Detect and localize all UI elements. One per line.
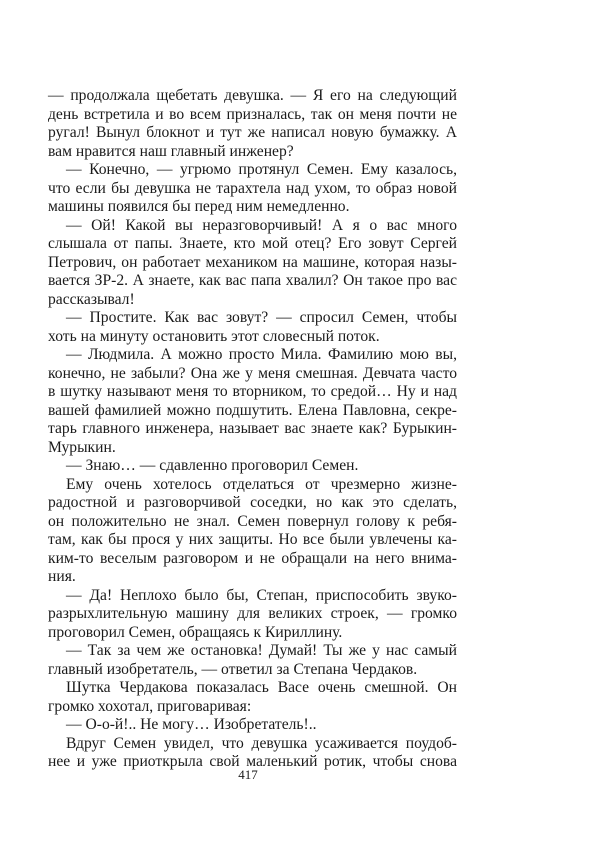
text-line: ругал! Вынул блокнот и тут же написал новую бумажку. А: [48, 124, 457, 141]
text-line: ким-то веселым разговором и не обращали на него внима-: [48, 549, 457, 567]
text-line: вам нравится наш главный инженер?: [48, 142, 294, 160]
text-line: вашей фамилией можно подшутить. Елена Павловна, секре-: [48, 401, 457, 419]
text-line: — Да! Неплохо было бы, Степан, приспособить звуко-: [66, 586, 457, 604]
text-line: слышала от папы. Знаете, кто мой отец? Его зовут Сергей: [48, 235, 457, 252]
text-line: вается ЗР-2. А знаете, как вас папа хвалил? Он такое про вас: [48, 272, 457, 289]
text-line: Ему очень хотелось отделаться от чрезмерно жизне-: [66, 475, 457, 493]
text-line: — Конечно, — угрюмо протянул Семен. Ему казалось,: [66, 161, 457, 178]
text-line: тарь главного инженера, называет вас знаете как? Бурыкин-: [48, 420, 457, 437]
text-line: — Так за чем же остановка! Думай! Ты же у нас самый: [66, 642, 457, 659]
text-line: Петрович, он работает механиком на машине, которая назы-: [48, 253, 457, 271]
text-line: в шутку называют меня то вторником, то средой… Ну и над: [48, 383, 457, 400]
text-line: хоть на минуту остановить этот словесный поток.: [48, 327, 380, 345]
text-line: там, как бы прося у них защиты. Но все были увлечены ка-: [48, 531, 457, 548]
text-line: машины появился бы перед ним немедленно.: [48, 198, 350, 215]
text-line: проговорил Семен, обращаясь к Кириллину.: [48, 623, 343, 641]
text-line: Шутка Чердакова показалась Васе очень смешной. Он: [66, 679, 457, 696]
text-line: — Людмила. А можно просто Мила. Фамилию мою вы,: [66, 346, 457, 363]
text-line: Вдруг Семен увидел, что девушка усаживается поудоб-: [66, 734, 457, 752]
page-number: 417: [238, 767, 258, 782]
text-line: день встретила и во всем призналась, так он меня почти не: [48, 105, 457, 123]
text-line: конечно, не забыли? Она же у меня смешная. Девчата часто: [48, 364, 457, 382]
text-line: Мурыкин.: [48, 438, 116, 456]
text-line: нее и уже приоткрыла свой маленький ротик, чтобы снова: [48, 753, 457, 770]
text-line: — Знаю… — сдавленно проговорил Семен.: [66, 457, 359, 474]
text-line: он положительно не знал. Семен повернул голову к ребя-: [48, 512, 457, 530]
text-line: громко хохотал, приговаривая:: [48, 697, 252, 715]
text-line: ния.: [48, 568, 76, 585]
text-line: — Простите. Как вас зовут? — спросил Семен, чтобы: [66, 309, 457, 326]
text-line: разрыхлительную машину для великих строек, — громко: [48, 605, 457, 622]
text-line: главный изобретатель, — ответил за Степана Чердаков.: [48, 660, 418, 678]
text-line: — О-о-й!.. Не могу… Изобретатель!..: [66, 716, 317, 733]
text-line: что если бы девушка не тарахтела над ухом, то образ новой: [48, 179, 457, 197]
text-line: радостной и разговорчивой соседки, но как это сделать,: [48, 494, 457, 511]
text-line: рассказывал!: [48, 290, 135, 308]
page-body: [48, 87, 457, 772]
text-line: — продолжала щебетать девушка. — Я его на следующий: [48, 87, 457, 104]
text-line: — Ой! Какой вы неразговорчивый! А я о вас много: [66, 216, 457, 234]
